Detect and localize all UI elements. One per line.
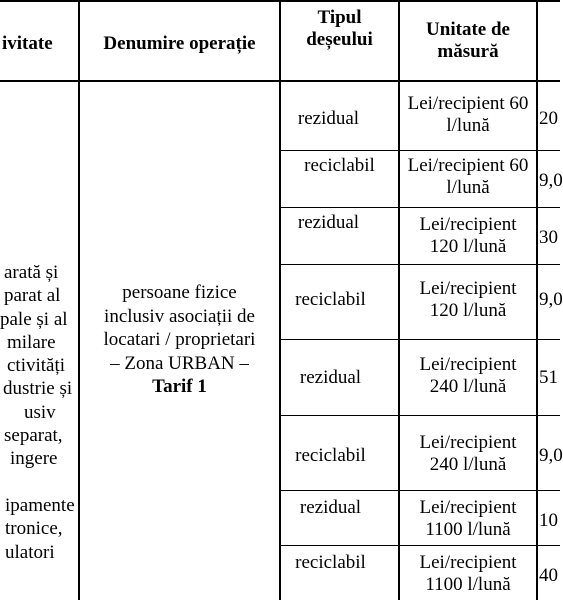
row-divider [279, 490, 560, 491]
unitate-cell [392, 93, 544, 137]
denumire-line: locatari / proprietari [103, 329, 256, 350]
tip-deseu-cell: reciclabil [295, 552, 366, 573]
activitate-line: ingere [10, 448, 58, 470]
header-denumire-operatie: Denumire operație [103, 33, 256, 54]
tarif-value: 9,0 [539, 445, 563, 466]
unitate-cell [392, 155, 544, 199]
unitate-line1: Lei/recipient [419, 552, 517, 573]
denumire-line: persoane fizice [122, 282, 237, 303]
tarif-value: 10 [539, 510, 558, 531]
unitate-line1: Lei/recipient [419, 278, 517, 299]
tip-deseu-cell: rezidual [299, 367, 362, 388]
activitate-line: tronice, [5, 518, 63, 540]
row-divider [279, 545, 560, 546]
unitate-cell [400, 278, 536, 322]
unitate-line2: 120 l/lună [429, 300, 507, 321]
tarif-value: 30 [539, 227, 558, 248]
tip-deseu-cell: rezidual [297, 108, 360, 129]
unitate-line2: 120 l/lună [429, 236, 507, 257]
unitate-line1: Lei/recipient [419, 497, 517, 518]
unitate-line1: Lei/recipient [419, 432, 517, 453]
activitate-line [0, 471, 78, 494]
tip-deseu-cell: rezidual [297, 212, 360, 233]
activitate-line: milare [7, 331, 56, 353]
unitate-line1: Lei/recipient 60 [407, 155, 529, 176]
unitate-cell [400, 497, 536, 541]
tarif-value: 9,0 [539, 289, 563, 310]
unitate-line1: Lei/recipient 60 [407, 93, 529, 114]
denumire-operatie-cell [80, 281, 279, 399]
activitate-line: separat, [4, 425, 63, 447]
activitate-cell [0, 261, 78, 564]
denumire-line: – Zona URBAN – [110, 352, 249, 374]
row-divider [279, 150, 560, 151]
tarif-value: 51 [539, 367, 558, 388]
activitate-line: ulatori [5, 541, 55, 563]
header-tipul-line2: deșeului [306, 29, 373, 50]
activitate-line: usiv [24, 401, 56, 423]
header-activitate: ivitate [2, 33, 53, 54]
row-divider [279, 415, 560, 416]
header-unitate-line1: Unitate de [426, 19, 510, 40]
row-divider [279, 264, 560, 265]
unitate-cell [400, 432, 536, 476]
header-unitate-de-masura [400, 19, 536, 63]
tip-deseu-cell: reciclabil [295, 445, 366, 466]
unitate-line2: 1100 l/lună [425, 519, 511, 540]
tarif-value: 20 [539, 108, 558, 129]
header-tipul-line1: Tipul [317, 7, 362, 28]
row-divider [279, 339, 560, 340]
unitate-line1: Lei/recipient [419, 214, 517, 235]
unitate-line2: l/lună [446, 177, 490, 198]
unitate-line2: 1100 l/lună [425, 574, 511, 595]
denumire-line: inclusiv asociații de [104, 305, 255, 327]
denumire-tarif-label: Tarif 1 [152, 376, 207, 397]
activitate-line: ctivități [7, 355, 66, 377]
tip-deseu-cell: rezidual [299, 497, 362, 518]
tarif-value: 9,0 [539, 170, 563, 191]
unitate-line2: 240 l/lună [429, 454, 507, 475]
header-unitate-line2: măsură [437, 41, 499, 62]
tarif-value: 40 [539, 565, 558, 586]
unitate-cell [400, 214, 536, 258]
unitate-line1: Lei/recipient [419, 354, 517, 375]
activitate-line: parat al [4, 285, 61, 307]
activitate-line: pale și al [0, 308, 68, 330]
unitate-line2: l/lună [446, 115, 490, 136]
column-divider [536, 0, 538, 600]
tip-deseu-cell: reciclabil [295, 289, 366, 310]
activitate-line: arată și [4, 262, 59, 283]
activitate-line: dustrie și [3, 378, 73, 400]
unitate-line2: 240 l/lună [429, 376, 507, 397]
tip-deseu-cell: reciclabil [304, 155, 375, 176]
row-divider [279, 207, 560, 208]
unitate-cell [400, 552, 536, 596]
header-tipul-deseului [281, 7, 398, 51]
unitate-cell [400, 354, 536, 398]
activitate-line: ipamente [5, 494, 75, 516]
